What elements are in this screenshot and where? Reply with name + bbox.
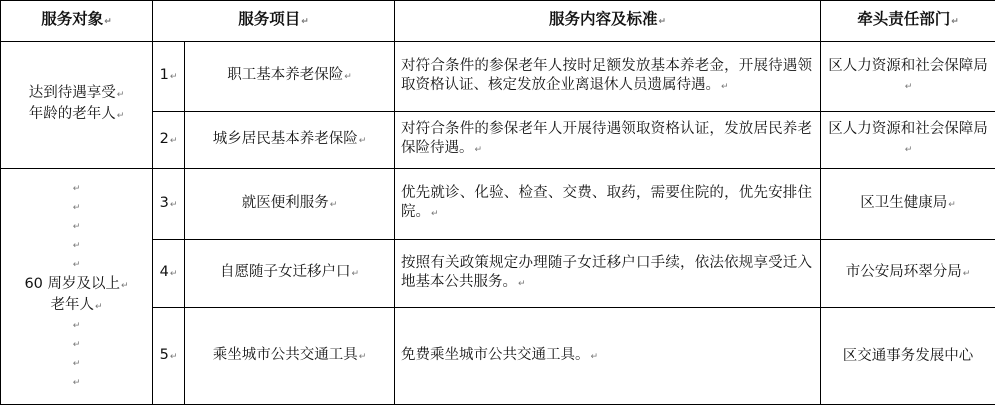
- service-content: 对符合条件的参保老年人开展待遇领取资格认证，发放居民养老保险待遇。↵: [395, 112, 821, 169]
- table-row: [1, 42, 995, 112]
- header-content: 服务内容及标准↵: [395, 1, 821, 42]
- service-item: 城乡居民基本养老保险↵: [185, 112, 395, 169]
- table-row: [1, 169, 995, 240]
- header-row: [1, 1, 995, 42]
- service-content: 按照有关政策规定办理随子女迁移户口手续，依法依规享受迁入地基本公共服务。↵: [395, 240, 821, 308]
- service-item: 乘坐城市公共交通工具↵: [185, 308, 395, 405]
- responsible-dept: 市公安局环翠分局↵: [821, 240, 995, 308]
- responsible-dept: 区人力资源和社会保障局↵: [821, 42, 995, 112]
- row-number: 1↵: [153, 42, 185, 112]
- target-cell: ↵ ↵ ↵ ↵ ↵ 60 周岁及以上↵ 老年人↵ ↵ ↵ ↵ ↵: [1, 169, 153, 405]
- row-number: 5↵: [153, 308, 185, 405]
- row-number: 2↵: [153, 112, 185, 169]
- responsible-dept: 区交通事务发展中心: [821, 308, 995, 405]
- service-item: 自愿随子女迁移户口↵: [185, 240, 395, 308]
- header-target: 服务对象↵: [1, 1, 153, 42]
- target-cell: 达到待遇享受↵ 年龄的老年人↵: [1, 42, 153, 169]
- row-number: 4↵: [153, 240, 185, 308]
- responsible-dept: 区卫生健康局↵: [821, 169, 995, 240]
- row-number: 3↵: [153, 169, 185, 240]
- service-item: 就医便利服务↵: [185, 169, 395, 240]
- header-item: 服务项目↵: [153, 1, 395, 42]
- service-content: 对符合条件的参保老年人按时足额发放基本养老金，开展待遇领取资格认证、核定发放企业离退休人员遗属待遇。↵: [395, 42, 821, 112]
- service-item: 职工基本养老保险↵: [185, 42, 395, 112]
- responsible-dept: 区人力资源和社会保障局↵: [821, 112, 995, 169]
- service-content: 优先就诊、化验、检查、交费、取药，需要住院的，优先安排住院。↵: [395, 169, 821, 240]
- service-content: 免费乘坐城市公共交通工具。↵: [395, 308, 821, 405]
- header-dept: 牵头责任部门↵: [821, 1, 995, 42]
